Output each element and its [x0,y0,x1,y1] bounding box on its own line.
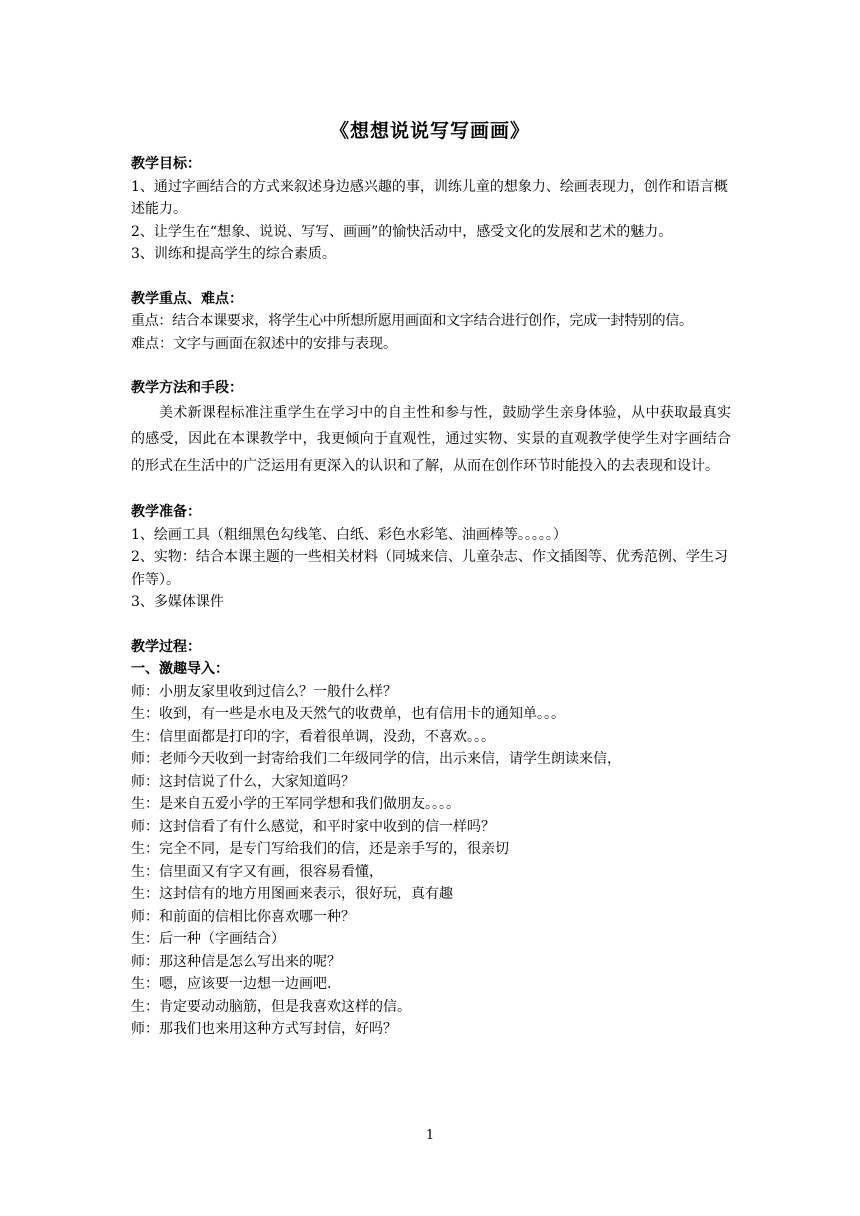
goal-item: 2、让学生在“想象、说说、写写、画画”的愉快活动中，感受文化的发展和艺术的魅力。 [131,223,673,240]
section-heading-focus: 教学重点、难点： [131,290,243,307]
document-body [131,153,731,1041]
preparation-item: 2、实物：结合本课主题的一些相关材料（同城来信、儿童杂志、作文插图等、优秀范例、学生习作等）。 [131,549,728,588]
focus-item: 难点：文字与画面在叙述中的安排与表现。 [131,335,397,352]
dialogue-line: 生：嗯，应该要一边想一边画吧. [131,976,332,992]
dialogue-line: 生：收到，有一些是水电及天然气的收费单，也有信用卡的通知单。。。 [131,706,565,722]
methods-paragraph: 美术新课程标准注重学生在学习中的自主性和参与性，鼓励学生亲身体验，从中获取最真实的感受，因此在本课教学中，我更倾向于直观性，通过实物、实景的直观教学使学生对字画结合的形式在生活中的广泛运用有更深入的认识和了解，从而在创作环节时能投入的去表现和设计。 [131,404,731,474]
dialogue-line: 生：信里面都是打印的字，看着很单调，没劲，不喜欢。。。 [131,728,495,745]
dialogue-line: 生：后一种（字画结合） [131,931,285,947]
section-heading-methods: 教学方法和手段： [131,380,243,396]
dialogue-list [131,681,731,1041]
dialogue-line: 生：完全不同，是专门写给我们的信，还是亲手写的，很亲切 [131,841,509,857]
dialogue-line: 师：小朋友家里收到过信么？一般什么样？ [131,683,397,700]
section-heading-goals: 教学目标： [131,156,201,172]
dialogue-line: 师：这封信看了有什么感觉，和平时家中收到的信一样吗？ [131,818,495,835]
preparation-item: 3、多媒体课件 [131,594,224,610]
focus-item: 重点：结合本课要求，将学生心中所想所愿用画面和文字结合进行创作，完成一封特别的信。 [131,313,693,329]
dialogue-line: 生：信里面又有字又有画，很容易看懂， [131,863,383,880]
section-heading-process: 教学过程： [131,638,201,655]
page-number: 1 [425,1128,435,1143]
dialogue-line: 生：是来自五爱小学的王军同学想和我们做朋友。。。。 [131,796,460,812]
dialogue-line: 师：那我们也来用这种方式写封信，好吗？ [131,1021,397,1037]
dialogue-line: 生：肯定要动动脑筋，但是我喜欢这样的信。 [131,998,411,1015]
dialogue-line: 师：那这种信是怎么写出来的呢？ [131,953,341,970]
dialogue-line: 生：这封信有的地方用图画来表示，很好玩，真有趣 [131,886,453,902]
goal-item: 3、训练和提高学生的综合素质。 [131,246,336,262]
document-title: 《想想说说写写画画》 [329,120,530,142]
dialogue-line: 师：老师今天收到一封寄给我们二年级同学的信，出示来信，请学生朗读来信， [131,751,621,767]
goal-item: 1、通过字画结合的方式来叙述身边感兴趣的事，训练儿童的想象力、绘画表现力，创作和语言概述能力。 [131,178,728,217]
dialogue-line: 师：和前面的信相比你喜欢哪一种？ [131,908,355,925]
process-subheading: 一、激趣导入： [131,661,229,677]
dialogue-line: 师：这封信说了什么，大家知道吗？ [131,773,355,790]
preparation-item: 1、绘画工具（粗细黑色勾线笔、白纸、彩色水彩笔、油画棒等。。。。。） [131,526,567,543]
section-heading-preparation: 教学准备： [131,504,201,520]
